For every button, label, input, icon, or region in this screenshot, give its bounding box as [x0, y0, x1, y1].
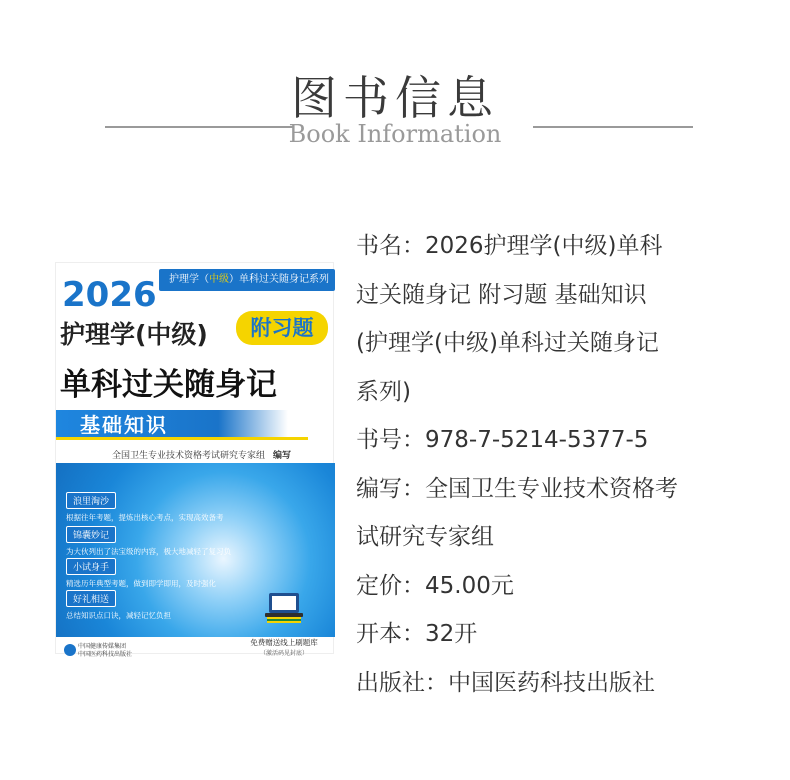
cover-editor — [112, 448, 291, 461]
info-line: 编写：全国卫生专业技术资格考 — [356, 475, 678, 502]
info-line: 定价：45.00元 — [356, 572, 514, 599]
publisher-logo-icon — [64, 644, 76, 656]
info-line: 试研究专家组 — [356, 524, 494, 550]
page-title: 图书信息 — [291, 71, 499, 125]
book-cover — [55, 262, 334, 658]
cover-feature-item — [66, 587, 236, 621]
book-info — [356, 222, 756, 707]
info-line: 书号：978-7-5214-5377-5 — [356, 427, 649, 453]
cover-series-banner — [159, 269, 335, 291]
cover-main-title: 单科过关随身记 — [60, 367, 277, 403]
cover-badge: 附习题 — [236, 311, 328, 345]
cover-free-text: 免费赠送线上刷题库 — [250, 638, 318, 647]
cover-editor-role: 编写 — [273, 451, 292, 461]
cover-publisher — [78, 643, 132, 659]
cover-feature-tag: 锦囊妙记 — [66, 526, 116, 543]
cover-subject-underline — [56, 437, 308, 440]
cover-publisher-line2: 中国医药科技出版社 — [78, 651, 133, 658]
info-line: 书名：2026护理学(中级)单科 — [356, 233, 663, 259]
cover-free-offer — [234, 637, 334, 657]
cover-editor-name: 全国卫生专业技术资格考试研究专家组 — [112, 451, 266, 461]
cover-feature-item — [66, 555, 236, 589]
cover-feature-desc: 总结知识点口诀，减轻记忆负担 — [66, 611, 171, 620]
cover-feature-tag: 好礼相送 — [66, 590, 116, 607]
info-line: 系列) — [356, 378, 411, 405]
info-line: 开本：32开 — [356, 621, 478, 647]
page-subtitle: Book Information — [288, 120, 502, 148]
cover-feature-desc: 根据往年考题，提炼出核心考点，实现高效备考 — [66, 513, 224, 522]
cover-free-note: （激活码见封底） — [259, 650, 308, 657]
info-line: (护理学(中级)单科过关随身记 — [356, 330, 659, 356]
cover-series-prefix: 护理学（ — [169, 274, 209, 285]
cover-feature-item — [66, 489, 236, 523]
info-line: 过关随身记 附习题 基础知识 — [356, 281, 647, 308]
cover-subject: 基础知识 — [56, 410, 288, 440]
cover-subtitle: 护理学(中级) — [60, 320, 208, 349]
cover-publisher-line1: 中国健康传媒集团 — [78, 643, 127, 650]
cover-feature-desc: 精选历年典型考题，做到即学即用，及时强化 — [66, 579, 216, 588]
cover-series-highlight: 中级 — [209, 274, 229, 285]
cover-feature-desc: 为大伙列出了法宝级的内容，极大地减轻了复习负 — [66, 547, 231, 556]
cover-feature-tag: 浪里淘沙 — [66, 492, 116, 509]
cover-feature-tag: 小试身手 — [66, 558, 116, 575]
cover-year: 2026 — [62, 275, 157, 315]
laptop-book-icon — [261, 591, 307, 625]
info-line: 出版社：中国医药科技出版社 — [356, 669, 655, 696]
cover-series-suffix: ）单科过关随身记系列 — [229, 274, 329, 285]
